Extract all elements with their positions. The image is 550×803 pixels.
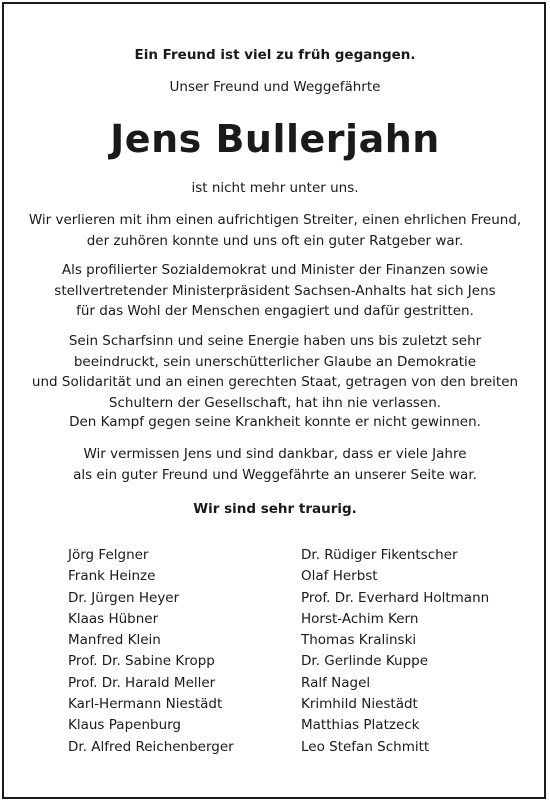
paragraph-3 bbox=[10, 260, 540, 322]
signatory-name: Thomas Kralinski bbox=[301, 632, 417, 649]
paragraph-1 bbox=[10, 178, 540, 199]
text-line: Als profilierter Sozialdemokrat und Minister der Finanzen sowie bbox=[61, 262, 489, 278]
signatory-name: Manfred Klein bbox=[68, 632, 161, 649]
text-line: und Solidarität und an einen gerechten Staat, getragen von den breiten bbox=[31, 374, 519, 390]
signatory-name: Dr. Jürgen Heyer bbox=[68, 589, 180, 606]
signatory-name: Klaas Hübner bbox=[68, 610, 159, 627]
headline: Ein Freund ist viel zu früh gegangen. bbox=[134, 47, 416, 63]
signatory-name: Horst-Achim Kern bbox=[301, 610, 419, 627]
signatory-name: Klaus Papenburg bbox=[68, 717, 182, 734]
signatories-right-column bbox=[301, 545, 489, 758]
subline: Unser Freund und Weggefährte bbox=[169, 79, 381, 95]
text-line: Den Kampf gegen seine Krankheit konnte er nicht gewinnen. bbox=[69, 414, 481, 430]
signatory-name: Krimhild Niestädt bbox=[301, 696, 418, 713]
paragraph-4 bbox=[10, 331, 540, 413]
text-line: Schultern der Gesellschaft, hat ihn nie verlassen. bbox=[108, 394, 442, 411]
signatory-name: Dr. Gerlinde Kuppe bbox=[301, 653, 429, 670]
signatory-name: Ralf Nagel bbox=[301, 674, 371, 691]
signatory-name: Prof. Dr. Harald Meller bbox=[68, 674, 216, 691]
paragraph-2 bbox=[10, 210, 540, 251]
text-line: stellvertretender Ministerpräsident Sachsen-Anhalts hat sich Jens bbox=[54, 282, 496, 299]
signatory-name: Olaf Herbst bbox=[301, 568, 378, 585]
closing-line: Wir sind sehr traurig. bbox=[193, 501, 357, 517]
text-line: Sein Scharfsinn und seine Energie haben uns bis zuletzt sehr bbox=[68, 333, 482, 349]
paragraph-5 bbox=[10, 412, 540, 433]
deceased-name: Jens Bullerjahn bbox=[110, 117, 440, 161]
signatory-name: Prof. Dr. Everhard Holtmann bbox=[301, 589, 490, 606]
text-line: beeindruckt, sein unerschütterlicher Glaube an Demokratie bbox=[73, 353, 477, 370]
signatory-name: Karl-Hermann Niestädt bbox=[68, 696, 223, 713]
text-line: Wir vermissen Jens und sind dankbar, dass er viele Jahre bbox=[83, 446, 467, 462]
paragraph-6 bbox=[10, 444, 540, 485]
text-line: für das Wohl der Menschen engagiert und dafür gestritten. bbox=[76, 303, 474, 319]
signatory-name: Leo Stefan Schmitt bbox=[301, 738, 430, 755]
text-line: Wir verlieren mit ihm einen aufrichtigen Streiter, einen ehrlichen Freund, bbox=[28, 212, 522, 228]
text-line: ist nicht mehr unter uns. bbox=[191, 180, 359, 196]
text-line: der zuhören konnte und uns oft ein guter Ratgeber war. bbox=[86, 232, 464, 249]
signatory-name: Dr. Rüdiger Fikentscher bbox=[301, 547, 458, 563]
signatory-name: Frank Heinze bbox=[68, 568, 156, 585]
signatory-name: Jörg Felgner bbox=[68, 547, 149, 563]
signatory-name: Matthias Platzeck bbox=[301, 717, 420, 734]
signatory-name: Prof. Dr. Sabine Kropp bbox=[68, 653, 215, 670]
signatories-left-column bbox=[68, 545, 234, 758]
text-line: als ein guter Freund und Weggefährte an unserer Seite war. bbox=[73, 466, 477, 483]
signatory-name: Dr. Alfred Reichenberger bbox=[68, 738, 234, 755]
